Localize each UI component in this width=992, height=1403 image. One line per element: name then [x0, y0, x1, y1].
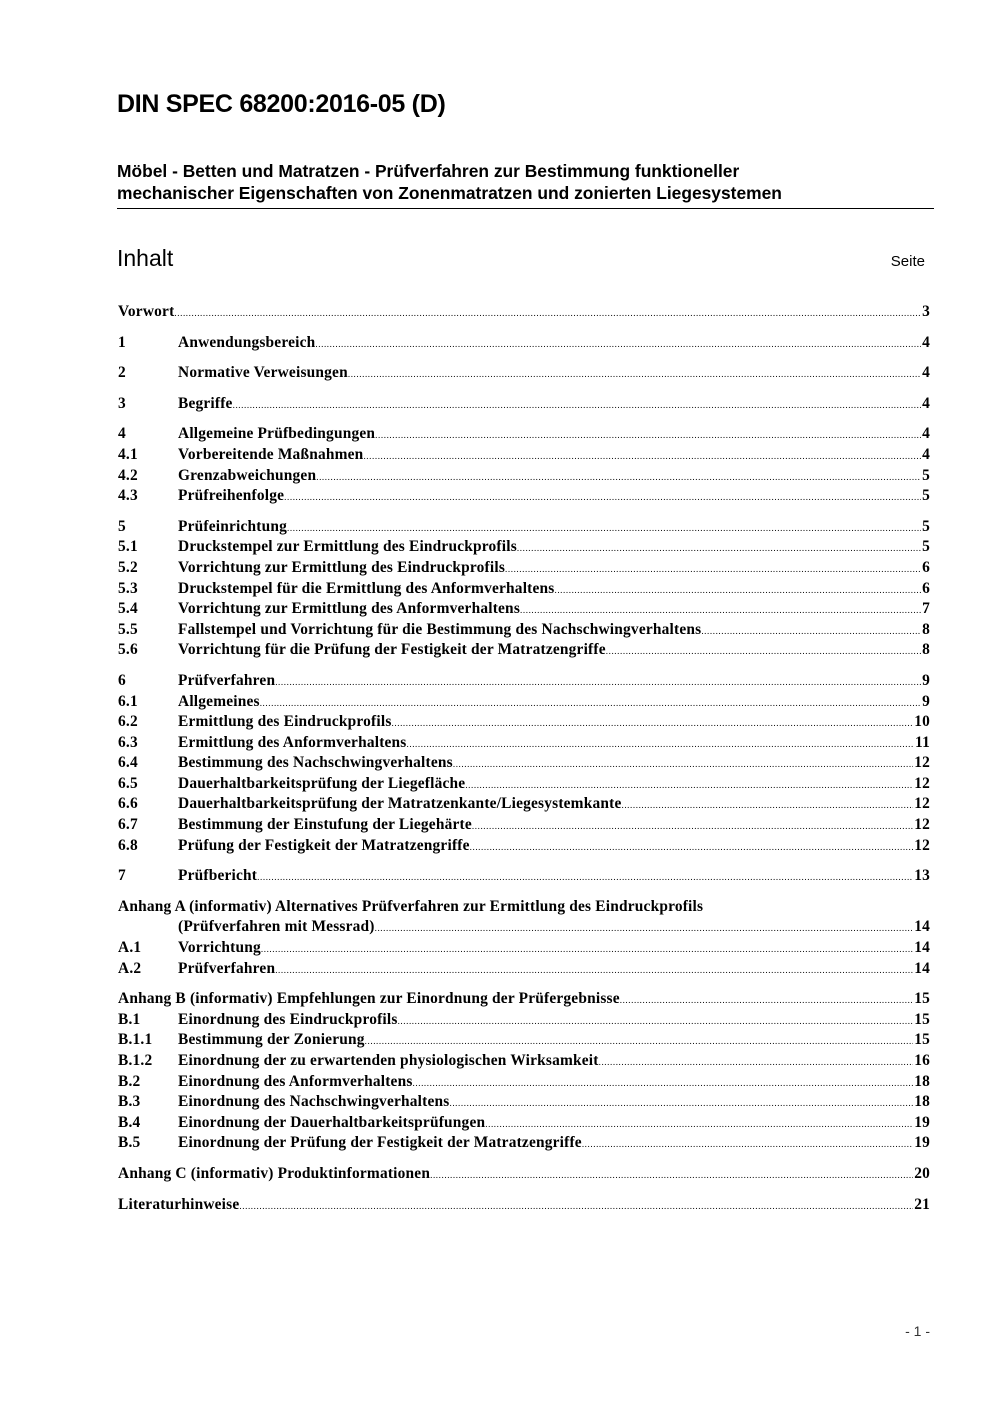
toc-entry[interactable]	[118, 774, 930, 795]
toc-entry-label: Prüfbericht	[178, 867, 258, 885]
toc-entry-page: 19	[914, 1113, 930, 1131]
toc-entry-page: 12	[914, 795, 930, 813]
toc-leader-dots	[260, 693, 921, 714]
toc-entry-page: 13	[914, 867, 930, 885]
toc-leader-dots	[470, 837, 914, 858]
toc-entry-label: Anhang B (informativ) Empfehlungen zur Einordnung der Prüfergebnisse	[118, 990, 620, 1008]
toc-leader-dots	[398, 1011, 914, 1032]
toc-leader-dots	[174, 303, 921, 324]
toc-entry-page: 10	[914, 713, 930, 731]
toc-leader-dots	[701, 621, 921, 642]
page-column-label: Seite	[890, 253, 925, 270]
toc-leader-dots	[284, 487, 921, 508]
toc-entry-anhang-a-line2: (Prüfverfahren mit Messrad)	[178, 918, 375, 936]
toc-entry-page: 15	[914, 990, 930, 1008]
toc-leader-dots	[621, 795, 913, 816]
toc-entry[interactable]	[118, 959, 930, 980]
toc-entry[interactable]	[118, 537, 930, 558]
toc-entry[interactable]	[118, 1030, 930, 1051]
toc-entry[interactable]	[118, 1164, 930, 1185]
toc-leader-dots	[485, 1114, 913, 1135]
toc-entry[interactable]	[118, 1113, 930, 1134]
toc-leader-dots	[517, 538, 921, 559]
toc-leader-dots	[348, 364, 921, 385]
toc-entry-label: Prüfverfahren	[178, 959, 276, 977]
toc-entry-number: 5.6	[118, 641, 138, 659]
toc-leader-dots	[392, 713, 914, 734]
toc-leader-dots	[287, 518, 921, 539]
toc-entry-page: 6	[922, 579, 930, 597]
toc-entry-page: 21	[914, 1195, 930, 1213]
toc-entry-number: 6.6	[118, 795, 138, 813]
toc-entry-label: Vorbereitende Maßnahmen	[178, 445, 364, 463]
toc-section-main	[118, 302, 930, 887]
toc-entry-page: 8	[922, 620, 930, 638]
toc-entry-label: Vorwort	[118, 303, 175, 320]
toc-leader-dots	[505, 559, 921, 580]
toc-leader-dots	[375, 425, 921, 446]
toc-entry[interactable]	[118, 1010, 930, 1031]
toc-leader-dots	[430, 1165, 913, 1186]
toc-leader-dots	[375, 918, 914, 939]
toc-entry-label: Einordnung des Eindruckprofils	[178, 1010, 398, 1028]
toc-leader-dots	[316, 467, 921, 488]
toc-entry-number: 4.2	[118, 466, 138, 484]
toc-entry-label: Einordnung der Prüfung der Festigkeit der Matratzengriffe	[178, 1134, 582, 1152]
toc-entry-label: Bestimmung des Nachschwingverhaltens	[178, 754, 453, 772]
toc-entry[interactable]	[118, 815, 930, 836]
toc-entry-number: 3	[118, 394, 126, 412]
toc-entry-anhang-a[interactable]	[118, 897, 930, 938]
toc-entry-page: 7	[922, 600, 930, 618]
toc-leader-dots	[620, 990, 913, 1011]
subtitle-line-1: Möbel - Betten und Matratzen - Prüfverfahren zur Bestimmung funktioneller	[117, 161, 740, 181]
toc-entry-page: 18	[914, 1093, 930, 1111]
toc-entry-label: Prüfeinrichtung	[178, 517, 288, 535]
toc-entry-number: B.1.1	[118, 1031, 153, 1049]
toc-entry-number: 6.8	[118, 836, 138, 854]
toc-entry-page: 4	[922, 394, 930, 412]
toc-entry-label: Bestimmung der Einstufung der Liegehärte	[178, 816, 472, 834]
toc-entry-page: 4	[922, 364, 930, 382]
toc-leader-dots	[365, 1031, 914, 1052]
toc-entry-number: B.4	[118, 1113, 141, 1131]
page-number: - 1 -	[905, 1323, 930, 1339]
toc-entry-page: 9	[922, 692, 930, 710]
toc-entry-number: 5	[118, 517, 126, 535]
toc-entry[interactable]	[118, 1195, 930, 1216]
toc-entry-label: Dauerhaltbarkeitsprüfung der Liegefläche	[178, 774, 466, 792]
toc-leader-dots	[449, 1093, 913, 1114]
toc-entry-label: Anwendungsbereich	[178, 333, 316, 351]
toc-entry-label: Einordnung des Anformverhaltens	[178, 1072, 413, 1090]
toc-entry-page: 6	[922, 558, 930, 576]
toc-entry-label: Fallstempel und Vorrichtung für die Bestimmung des Nachschwingverhaltens	[178, 620, 702, 638]
toc-entry-label: Vorrichtung für die Prüfung der Festigkeit der Matratzengriffe	[178, 641, 606, 659]
toc-entry-page: 19	[914, 1134, 930, 1152]
toc-entry-number: B.5	[118, 1134, 141, 1152]
toc-entry-number: 6.7	[118, 816, 138, 834]
toc-entry-label: Vorrichtung	[178, 939, 261, 957]
toc-leader-dots	[275, 672, 921, 693]
toc-entry-number: 6.5	[118, 774, 138, 792]
toc-section-annex	[118, 938, 930, 1215]
toc-entry-label: Dauerhaltbarkeitsprüfung der Matratzenkante/Liegesystemkante	[178, 795, 622, 813]
toc-entry[interactable]	[118, 424, 930, 445]
toc-entry[interactable]	[118, 302, 930, 323]
toc-entry[interactable]	[118, 733, 930, 754]
toc-entry-label: Druckstempel für die Ermittlung des Anformverhaltens	[178, 579, 555, 597]
table-of-contents	[118, 302, 930, 1215]
toc-entry-number: B.1	[118, 1010, 141, 1028]
toc-entry[interactable]	[118, 486, 930, 507]
toc-entry-page: 5	[922, 517, 930, 535]
toc-entry-page: 14	[914, 959, 930, 977]
toc-entry-label: Ermittlung des Eindruckprofils	[178, 713, 392, 731]
toc-entry[interactable]	[118, 938, 930, 959]
toc-entry-label: Prüfung der Festigkeit der Matratzengriffe	[178, 836, 470, 854]
toc-entry[interactable]	[118, 517, 930, 538]
toc-leader-dots	[465, 775, 913, 796]
toc-leader-dots	[413, 1073, 914, 1094]
toc-entry-page: 15	[914, 1010, 930, 1028]
toc-entry-label: Einordnung der Dauerhaltbarkeitsprüfungen	[178, 1113, 486, 1131]
toc-entry-page: 8	[922, 641, 930, 659]
toc-entry-number: 5.1	[118, 538, 138, 556]
toc-heading: Inhalt	[117, 245, 174, 271]
toc-entry-number: B.3	[118, 1093, 141, 1111]
toc-entry[interactable]	[118, 712, 930, 733]
toc-entry[interactable]	[118, 794, 930, 815]
toc-entry-label: Ermittlung des Anformverhaltens	[178, 733, 407, 751]
toc-entry[interactable]	[118, 466, 930, 487]
toc-entry-number: 7	[118, 867, 126, 885]
toc-leader-dots	[239, 1196, 913, 1217]
toc-entry-number: 5.5	[118, 620, 138, 638]
toc-entry[interactable]	[118, 558, 930, 579]
toc-entry-label: Bestimmung der Zonierung	[178, 1031, 365, 1049]
toc-leader-dots	[257, 867, 913, 888]
toc-entry[interactable]	[118, 989, 930, 1010]
toc-entry-number: 4.3	[118, 487, 138, 505]
toc-leader-dots	[606, 641, 921, 662]
toc-entry-page: 12	[914, 816, 930, 834]
toc-entry[interactable]	[118, 1133, 930, 1154]
toc-entry-number: A.1	[118, 939, 142, 957]
toc-leader-dots	[599, 1052, 914, 1073]
toc-entry-page: 4	[922, 333, 930, 351]
toc-leader-dots	[275, 960, 913, 981]
toc-entry-label: Prüfverfahren	[178, 671, 276, 689]
document-title: DIN SPEC 68200:2016-05 (D)	[117, 90, 446, 118]
toc-leader-dots	[363, 446, 921, 467]
toc-entry-number: B.2	[118, 1072, 141, 1090]
toc-entry-page: 12	[914, 836, 930, 854]
toc-entry-page: 15	[914, 1031, 930, 1049]
toc-entry[interactable]	[118, 640, 930, 661]
toc-leader-dots	[233, 395, 922, 416]
toc-entry-number: 6.4	[118, 754, 138, 772]
toc-entry-label: Vorrichtung zur Ermittlung des Anformverhaltens	[178, 600, 521, 618]
toc-entry[interactable]	[118, 579, 930, 600]
toc-entry-number: 6.2	[118, 713, 138, 731]
toc-entry-number: 6.1	[118, 692, 138, 710]
toc-entry[interactable]	[118, 1072, 930, 1093]
toc-entry-number: 6.3	[118, 733, 138, 751]
toc-entry-page: 11	[915, 733, 930, 751]
toc-entry-number: 1	[118, 333, 126, 351]
toc-leader-dots	[315, 334, 921, 355]
toc-entry-number: 4.1	[118, 445, 138, 463]
toc-entry[interactable]	[118, 671, 930, 692]
toc-leader-dots	[472, 816, 913, 837]
toc-entry[interactable]	[118, 866, 930, 887]
toc-entry-number: 5.4	[118, 600, 138, 618]
toc-leader-dots	[554, 580, 921, 601]
toc-entry-page: 14	[914, 939, 930, 957]
toc-entry[interactable]	[118, 1051, 930, 1072]
toc-entry-number: 5.2	[118, 558, 138, 576]
toc-entry-label: Begriffe	[178, 394, 233, 412]
toc-entry-page: 20	[914, 1164, 930, 1182]
subtitle-line-2: mechanischer Eigenschaften von Zonenmatratzen und zonierten Liegesystemen	[117, 183, 782, 203]
toc-entry[interactable]	[118, 394, 930, 415]
toc-entry[interactable]	[118, 620, 930, 641]
toc-entry-label: Druckstempel zur Ermittlung des Eindruckprofils	[178, 538, 517, 556]
toc-leader-dots	[453, 754, 913, 775]
toc-entry-label: Einordnung des Nachschwingverhaltens	[178, 1093, 450, 1111]
toc-entry-number: 5.3	[118, 579, 138, 597]
toc-entry[interactable]	[118, 1092, 930, 1113]
toc-entry[interactable]	[118, 836, 930, 857]
toc-entry-label: Anhang C (informativ) Produktinformationen	[118, 1164, 431, 1182]
toc-entry-number: B.1.2	[118, 1052, 153, 1069]
toc-entry[interactable]	[118, 753, 930, 774]
toc-entry-page: 12	[914, 774, 930, 792]
toc-entry-page: 5	[922, 466, 930, 484]
toc-leader-dots	[582, 1134, 913, 1155]
toc-leader-dots	[407, 734, 915, 755]
toc-entry-label: Normative Verweisungen	[178, 364, 348, 382]
toc-entry-page: 5	[922, 538, 930, 556]
toc-entry-anhang-a-line2-row	[118, 917, 930, 938]
toc-entry[interactable]	[118, 333, 930, 354]
toc-entry-anhang-a-line1: Anhang A (informativ) Alternatives Prüfverfahren zur Ermittlung des Eindruckprofils	[118, 897, 704, 915]
toc-entry-page: 4	[922, 445, 930, 463]
toc-entry[interactable]	[118, 692, 930, 713]
toc-entry-page: 5	[922, 487, 930, 505]
toc-entry-label: Allgemeines	[178, 692, 260, 710]
toc-entry-page: 12	[914, 754, 930, 772]
toc-entry-number: 6	[118, 671, 126, 689]
toc-entry[interactable]	[118, 363, 930, 384]
toc-entry[interactable]	[118, 599, 930, 620]
toc-entry-number: A.2	[118, 959, 142, 977]
toc-entry-label: Allgemeine Prüfbedingungen	[178, 425, 376, 443]
toc-entry-page: 9	[922, 671, 930, 689]
toc-entry-label: Einordnung der zu erwartenden physiologischen Wirksamkeit	[178, 1052, 599, 1069]
toc-entry-label: Vorrichtung zur Ermittlung des Eindruckprofils	[178, 558, 506, 576]
toc-entry-number: 2	[118, 364, 126, 382]
toc-entry-label: Prüfreihenfolge	[178, 487, 285, 505]
toc-entry-page: 3	[922, 303, 930, 320]
toc-entry[interactable]	[118, 445, 930, 466]
toc-entry-page: 18	[914, 1072, 930, 1090]
toc-entry-label: Grenzabweichungen	[178, 466, 317, 484]
toc-entry-page: 16	[914, 1052, 930, 1069]
toc-leader-dots	[261, 939, 913, 960]
document-subtitle	[117, 160, 934, 209]
toc-leader-dots	[520, 600, 921, 621]
toc-entry-number: 4	[118, 425, 126, 443]
toc-entry-page: 4	[922, 425, 930, 443]
toc-entry-page: 14	[914, 918, 930, 936]
toc-entry-label: Literaturhinweise	[118, 1195, 240, 1213]
